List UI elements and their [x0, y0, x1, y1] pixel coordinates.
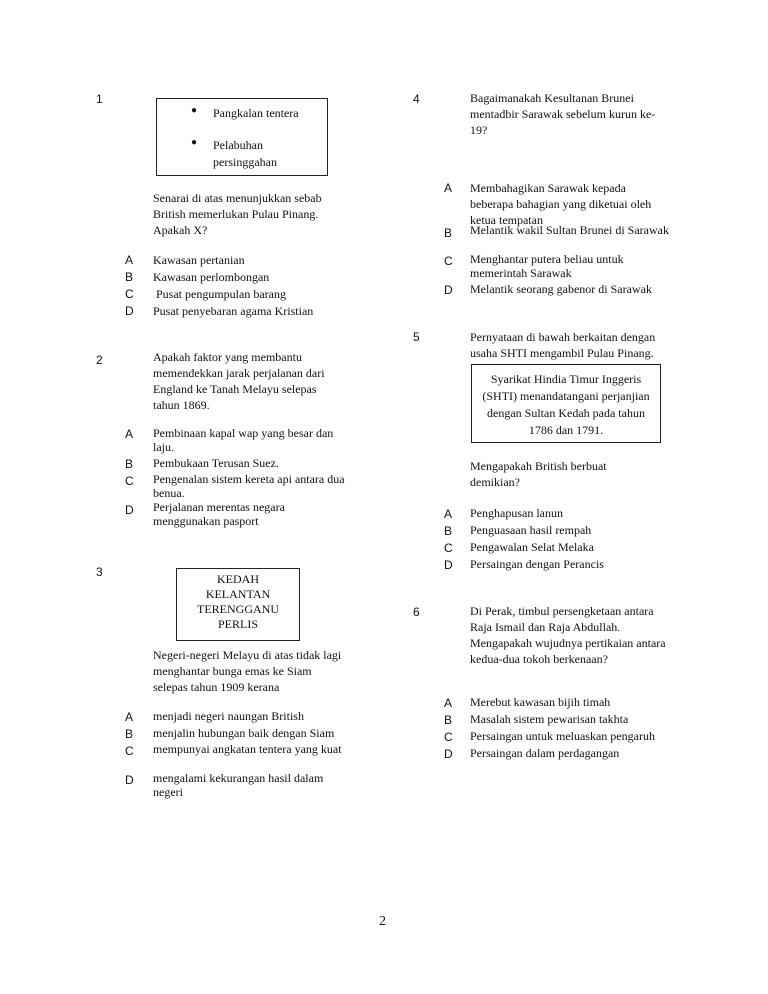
page-number: 2 — [379, 914, 386, 929]
option-letter: B — [125, 727, 134, 741]
question-number: 5 — [413, 330, 420, 344]
box-line: KEDAH — [217, 572, 259, 586]
option-letter: A — [125, 427, 134, 441]
option-text[interactable]: Melantik seorang gabenor di Sarawak — [470, 282, 652, 296]
option-text[interactable]: Melantik wakil Sultan Brunei di Sarawak — [470, 223, 669, 237]
question-stem: Apakah faktor yang membantu memendekkan jarak perjalanan dari England ke Tanah Melayu selepas tahun 1869. — [153, 350, 325, 412]
option-letter: B — [444, 226, 453, 240]
option-letter: A — [125, 710, 134, 724]
option-text[interactable]: mempunyai angkatan tentera yang kuat — [153, 742, 342, 756]
option-text[interactable]: Kawasan perlombongan — [153, 270, 270, 284]
option-text[interactable]: Masalah sistem pewarisan takhta — [470, 712, 629, 726]
option-text[interactable]: menjalin hubungan baik dengan Siam — [153, 726, 335, 740]
question-number: 3 — [96, 565, 103, 579]
option-letter: C — [444, 254, 453, 268]
option-text[interactable]: Persaingan dengan Perancis — [470, 557, 604, 571]
option-text[interactable]: Pusat penyebaran agama Kristian — [153, 304, 314, 318]
question-prompt: Mengapakah British berbuat demikian? — [470, 459, 607, 489]
option-letter: B — [444, 524, 453, 538]
question-stem: Negeri-negeri Melayu di atas tidak lagi menghantar bunga emas ke Siam selepas tahun 1909 kerana — [153, 648, 342, 694]
option-letter: C — [125, 474, 134, 488]
option-letter: D — [125, 503, 134, 517]
question-stem: Bagaimanakah Kesultanan Brunei mentadbir Sarawak sebelum kurun ke-19? — [470, 91, 656, 137]
option-text[interactable]: Penguasaan hasil rempah — [470, 523, 592, 537]
question-stem: Senarai di atas menunjukkan sebab British memerlukan Pulau Pinang. Apakah X? — [153, 191, 322, 237]
option-text[interactable]: Pembinaan kapal wap yang besar dan laju. — [153, 426, 334, 454]
option-letter: B — [444, 713, 453, 727]
option-letter: C — [125, 287, 134, 301]
option-text[interactable]: Merebut kawasan bijih timah — [470, 695, 611, 709]
bullet-icon: ● — [191, 105, 198, 116]
option-text[interactable]: menjadi negeri naungan British — [153, 709, 304, 723]
box-item: Pelabuhan persinggahan — [213, 138, 277, 169]
question-stem: Di Perak, timbul persengketaan antara Raja Ismail dan Raja Abdullah. Mengapakah wujudnya pertikaian antara kedua-dua tokoh berkenaan? — [470, 604, 666, 666]
box-line: PERLIS — [217, 617, 258, 631]
option-letter: A — [125, 253, 134, 267]
option-text[interactable]: Penghapusan lanun — [470, 506, 563, 520]
option-letter: C — [444, 541, 453, 555]
option-text[interactable]: Persaingan dalam perdagangan — [470, 746, 620, 760]
question-stem: Pernyataan di bawah berkaitan dengan usaha SHTI mengambil Pulau Pinang. — [470, 330, 656, 360]
option-text[interactable]: Pengenalan sistem kereta api antara dua benua. — [153, 472, 345, 500]
question-number: 6 — [413, 605, 420, 619]
option-text[interactable]: Persaingan untuk meluaskan pengaruh — [470, 729, 655, 743]
question-number: 1 — [96, 92, 103, 106]
option-letter: B — [125, 457, 134, 471]
option-text[interactable]: Pengawalan Selat Melaka — [470, 540, 594, 554]
option-text[interactable]: Menghantar putera beliau untuk memerintah Sarawak — [470, 252, 624, 280]
option-text[interactable]: Perjalanan merentas negara menggunakan pasport — [153, 500, 285, 528]
question-number: 4 — [413, 92, 420, 106]
option-letter: A — [444, 696, 453, 710]
option-text[interactable]: Pusat pengumpulan barang — [153, 287, 286, 301]
option-letter: D — [444, 558, 453, 572]
option-letter: D — [125, 304, 134, 318]
option-letter: B — [125, 270, 134, 284]
option-letter: D — [125, 773, 134, 787]
statement-box: Syarikat Hindia Timur Inggeris (SHTI) menandatangani perjanjian dengan Sultan Kedah pada tahun 1786 dan 1791. — [471, 364, 661, 443]
option-letter: D — [444, 283, 453, 297]
option-letter: C — [444, 730, 453, 744]
info-box — [156, 98, 328, 176]
option-text[interactable]: mengalami kekurangan hasil dalam negeri — [153, 771, 324, 799]
bullet-icon: ● — [191, 137, 198, 148]
question-number: 2 — [96, 353, 103, 367]
option-letter: A — [444, 181, 453, 195]
option-text[interactable]: Membahagikan Sarawak kepada beberapa bahagian yang diketuai oleh ketua tempatan — [470, 181, 652, 227]
option-text[interactable]: Pembukaan Terusan Suez. — [153, 456, 279, 470]
box-item: Pangkalan tentera — [213, 106, 299, 120]
option-text[interactable]: Kawasan pertanian — [153, 253, 245, 267]
states-box — [176, 568, 300, 641]
option-letter: C — [125, 744, 134, 758]
box-line: TERENGGANU — [197, 602, 279, 616]
option-letter: D — [444, 747, 453, 761]
box-line: KELANTAN — [205, 587, 271, 601]
option-letter: A — [444, 507, 453, 521]
